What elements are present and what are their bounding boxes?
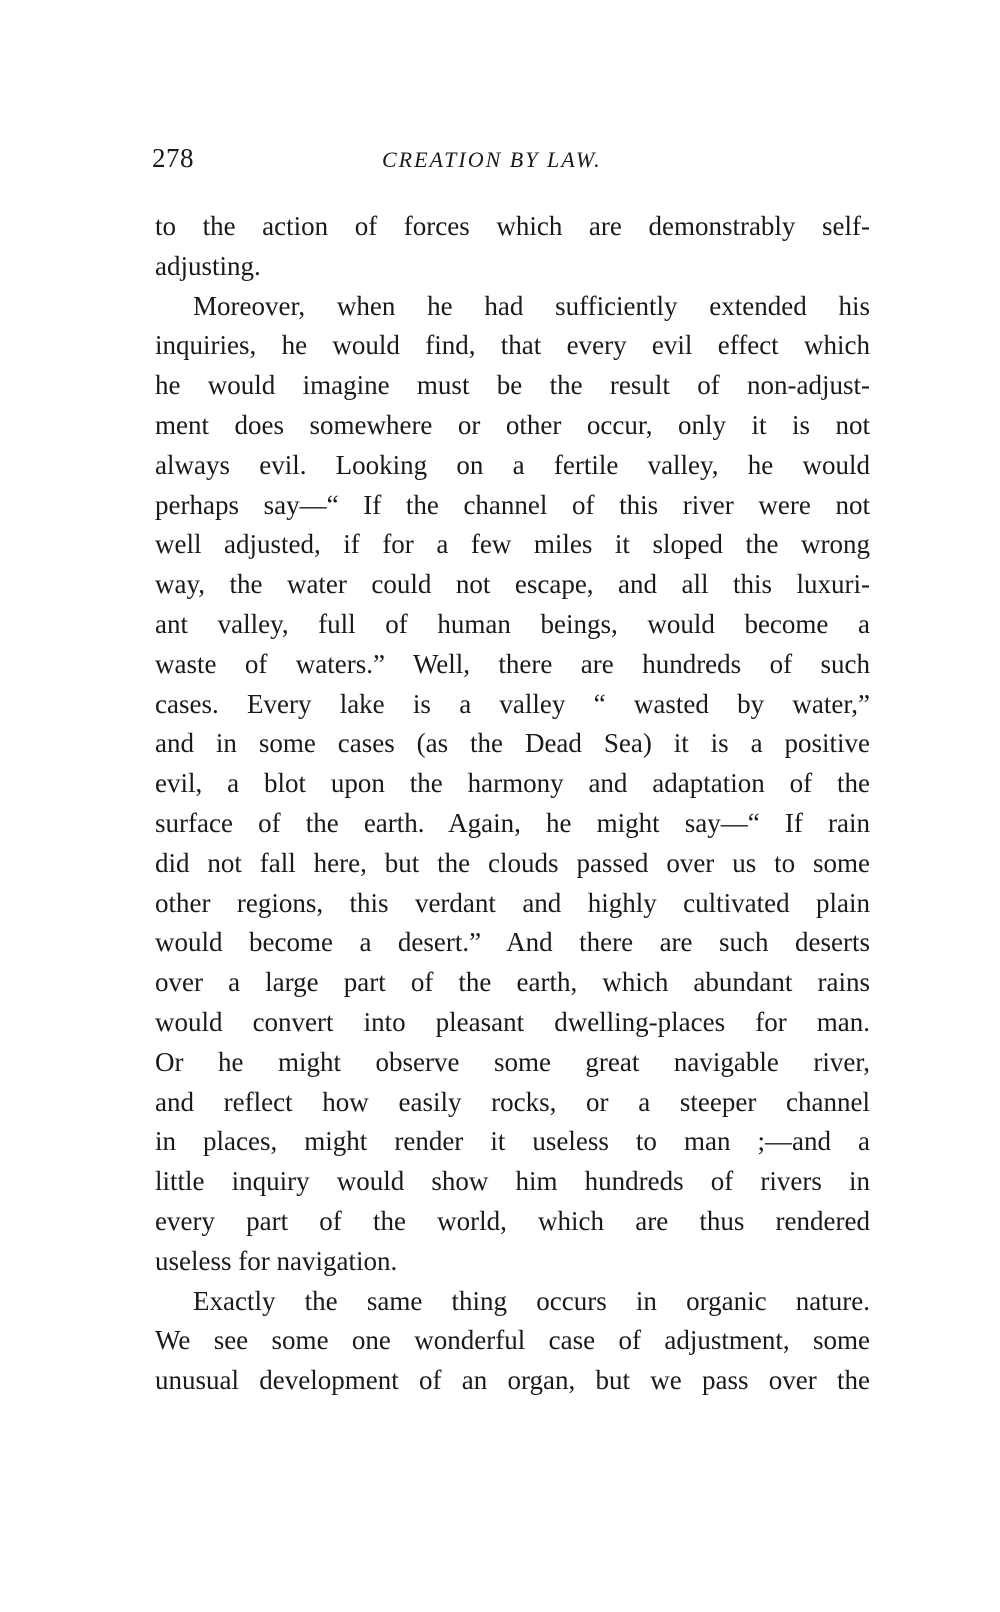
text-line: in places, might render it useless to man ;—and a	[155, 1126, 870, 1157]
text-line: well adjusted, if for a few miles it sloped the wrong	[155, 529, 870, 560]
text-line: way, the water could not escape, and all this luxuri-	[155, 569, 870, 600]
text-line: cases. Every lake is a valley “ wasted by water,”	[155, 688, 870, 719]
text-line: ant valley, full of human beings, would become a	[155, 608, 870, 639]
text-line: other regions, this verdant and highly cultivated plain	[155, 887, 870, 918]
page-number: 278	[152, 143, 194, 173]
text-line: over a large part of the earth, which abundant rains	[155, 967, 870, 998]
body-text	[155, 207, 870, 1401]
text-line: would convert into pleasant dwelling-places for man.	[155, 1006, 870, 1037]
running-title: CREATION BY LAW.	[382, 147, 602, 172]
text-line: Moreover, when he had sufficiently extended his	[193, 290, 870, 321]
text-line: to the action of forces which are demonstrably self-	[155, 211, 870, 241]
page-header	[152, 143, 872, 183]
text-line: and in some cases (as the Dead Sea) it is a positive	[155, 728, 870, 759]
text-line: adjusting.	[155, 250, 261, 281]
text-line: unusual development of an organ, but we pass over the	[155, 1365, 870, 1396]
text-line: and reflect how easily rocks, or a steeper channel	[155, 1086, 870, 1117]
text-line: inquiries, he would find, that every evil effect which	[155, 330, 870, 361]
text-line: surface of the earth. Again, he might say—“ If rain	[155, 807, 870, 838]
text-line: ment does somewhere or other occur, only it is not	[155, 409, 870, 440]
text-line: every part of the world, which are thus rendered	[155, 1205, 870, 1236]
text-line: little inquiry would show him hundreds of rivers in	[155, 1166, 870, 1197]
text-line: Exactly the same thing occurs in organic nature.	[193, 1285, 870, 1316]
text-line: he would imagine must be the result of non-adjust-	[155, 370, 870, 401]
text-line: would become a desert.” And there are such deserts	[155, 927, 870, 958]
text-line: did not fall here, but the clouds passed over us to some	[155, 847, 870, 878]
text-line: useless for navigation.	[155, 1245, 398, 1276]
text-line: Or he might observe some great navigable river,	[155, 1046, 870, 1077]
text-line: evil, a blot upon the harmony and adaptation of the	[155, 768, 870, 799]
text-line: waste of waters.” Well, there are hundreds of such	[155, 648, 870, 679]
text-line: We see some one wonderful case of adjustment, some	[155, 1325, 870, 1356]
text-line: perhaps say—“ If the channel of this river were not	[155, 489, 870, 520]
text-line: always evil. Looking on a fertile valley, he would	[155, 449, 870, 480]
